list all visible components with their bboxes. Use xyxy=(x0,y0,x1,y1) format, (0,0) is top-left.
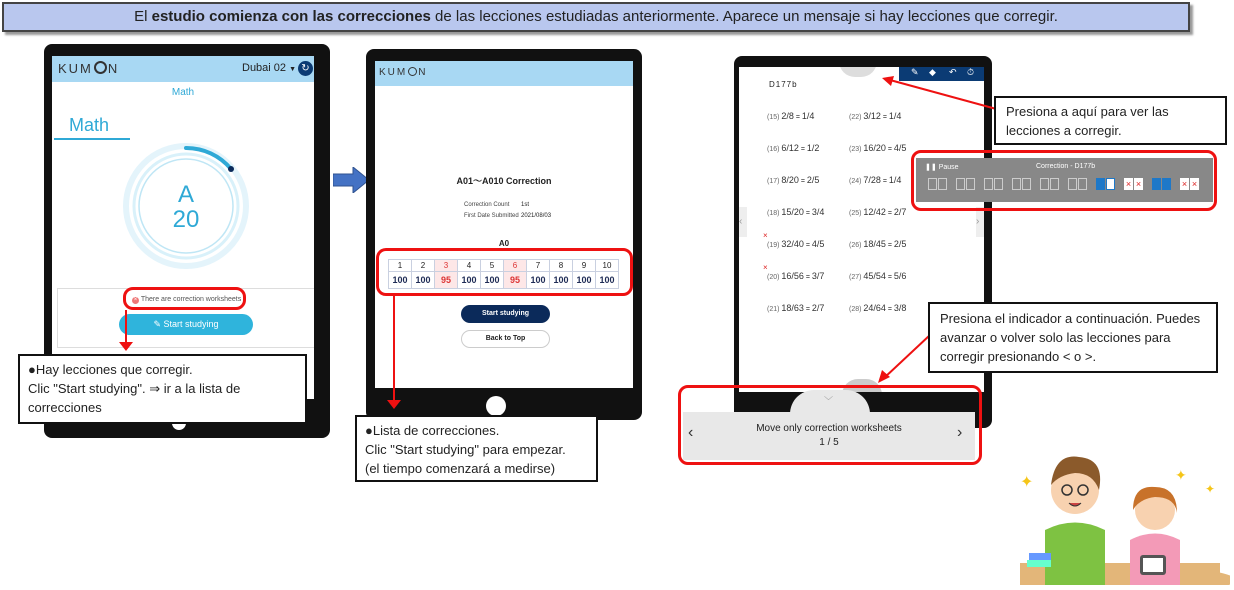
move-correction-label: Move only correction worksheets xyxy=(756,423,902,434)
fraction: 3/8 xyxy=(893,303,907,313)
score-header-cell: 4 xyxy=(458,260,481,272)
fraction: 45/54 xyxy=(863,271,886,281)
progress-cell[interactable] xyxy=(1162,178,1171,190)
score-value-cell[interactable]: 100 xyxy=(481,272,504,289)
fraction: 3/7 xyxy=(811,271,825,281)
fraction: 1/4 xyxy=(888,175,902,185)
progress-cell[interactable] xyxy=(1022,178,1031,190)
score-value-cell[interactable]: 100 xyxy=(573,272,596,289)
callout-list-line1: ●Lista de correcciones. xyxy=(365,423,500,438)
fraction: 2/8 xyxy=(781,111,794,121)
progress-cell[interactable] xyxy=(1152,178,1161,190)
problem-number: (26) xyxy=(849,242,862,249)
fraction: 3/4 xyxy=(811,207,825,217)
score-header-cell: 7 xyxy=(527,260,550,272)
problem-item[interactable]: (17) 8/20 = 2/5 xyxy=(767,175,820,185)
callout-home-line1: ●Hay lecciones que corregir. xyxy=(28,362,193,377)
fraction: 18/63 xyxy=(781,303,804,313)
wrong-cell-icon[interactable]: × xyxy=(1125,179,1132,189)
start-studying-button[interactable]: ✎ Start studying xyxy=(119,314,253,335)
pen-icon[interactable]: ✎ xyxy=(911,67,919,77)
problem-number: (27) xyxy=(849,274,862,281)
callout-list-line2: Clic "Start studying" para empezar. xyxy=(365,442,566,457)
home-button-2[interactable] xyxy=(486,396,506,416)
fraction: 7/28 xyxy=(863,175,881,185)
problem-item[interactable]: × (19) 32/40 = 4/5 xyxy=(763,231,825,249)
chevron-down-icon-2: ﹀ xyxy=(824,396,834,406)
problem-number: (16) xyxy=(767,146,780,153)
score-value-cell[interactable]: 100 xyxy=(412,272,435,289)
problem-number: (23) xyxy=(849,146,862,153)
score-header-cell: 3 xyxy=(435,260,458,272)
chevron-down-icon: ▼ xyxy=(289,66,297,73)
progress-panel xyxy=(916,158,1213,202)
arrow-down-icon-2 xyxy=(387,400,401,409)
next-page-arrow-icon[interactable]: › xyxy=(976,207,984,237)
problem-item[interactable]: (26) 18/45 = 2/5 xyxy=(849,239,907,249)
class-selector[interactable]: Dubai 02 ▼ xyxy=(242,62,297,74)
fraction: 32/40 xyxy=(781,239,804,249)
progress-cell[interactable] xyxy=(994,178,1003,190)
problem-item[interactable]: (18) 15/20 = 3/4 xyxy=(767,207,825,217)
bottom-nav-tab[interactable] xyxy=(790,390,870,414)
fraction: 5/6 xyxy=(893,271,907,281)
problem-number: (24) xyxy=(849,178,862,185)
banner-bold: estudio comienza con las correcciones xyxy=(151,8,431,25)
fraction: 18/45 xyxy=(863,239,886,249)
students-illustration xyxy=(1015,435,1230,585)
svg-text:✦: ✦ xyxy=(1205,482,1216,496)
problem-item[interactable]: (25) 12/42 = 2/7 xyxy=(849,207,907,217)
timer-icon[interactable]: ⏱ xyxy=(967,67,975,77)
score-header-cell: 1 xyxy=(389,260,412,272)
progress-cell[interactable] xyxy=(1096,178,1105,190)
list-header xyxy=(375,61,633,86)
wrong-mark-icon: × xyxy=(763,263,768,272)
fraction: 1/4 xyxy=(888,111,902,121)
progress-cell[interactable] xyxy=(928,178,937,190)
problem-number: (21) xyxy=(767,306,780,313)
fraction: 1/4 xyxy=(801,111,815,121)
next-correction-button[interactable]: › xyxy=(957,424,963,441)
progress-cell[interactable] xyxy=(956,178,965,190)
callout-home-line2: Clic "Start studying". ⇒ ir a la lista de correcciones xyxy=(28,381,241,415)
prev-correction-button[interactable]: ‹ xyxy=(688,424,694,441)
wrong-cell-icon[interactable]: × xyxy=(1135,179,1142,189)
pencil-icon: ✎ xyxy=(153,319,161,329)
problem-item[interactable]: (21) 18/63 = 2/7 xyxy=(767,303,825,313)
kumon-logo: KUM N xyxy=(58,61,120,76)
list-start-studying-button[interactable]: Start studying xyxy=(461,305,550,323)
wrong-cell-icon[interactable]: × xyxy=(1191,179,1198,189)
fraction: 24/64 xyxy=(863,303,886,313)
highlight-score-table xyxy=(376,248,633,296)
problem-item[interactable]: (27) 45/54 = 5/6 xyxy=(849,271,907,281)
problem-number: (18) xyxy=(767,210,780,217)
fraction: 16/56 xyxy=(781,271,804,281)
problem-number: (20) xyxy=(767,274,780,281)
pause-icon: ❚❚ xyxy=(925,164,937,171)
fraction: 2/5 xyxy=(893,239,907,249)
score-value-cell[interactable]: 95 xyxy=(504,272,527,289)
progress-ring xyxy=(121,141,251,271)
score-header-cell: 8 xyxy=(550,260,573,272)
prev-page-arrow-icon[interactable]: ‹ xyxy=(739,207,747,237)
fraction: 4/5 xyxy=(811,239,825,249)
fraction: 4/5 xyxy=(893,143,907,153)
pause-control[interactable]: ❚❚ Pause xyxy=(925,164,959,171)
back-to-top-button[interactable]: Back to Top xyxy=(461,330,550,348)
score-header-cell: 9 xyxy=(573,260,596,272)
problem-item[interactable]: (28) 24/64 = 3/8 xyxy=(849,303,907,313)
page-counter: 1 / 5 xyxy=(819,437,839,448)
progress-cell[interactable] xyxy=(1050,178,1059,190)
date-label: First Date Submitted xyxy=(464,213,519,219)
undo-icon[interactable]: ↶ xyxy=(949,67,957,77)
progress-cell[interactable] xyxy=(1012,178,1021,190)
problem-item[interactable]: × (20) 16/56 = 3/7 xyxy=(763,263,825,281)
score-header-cell: 5 xyxy=(481,260,504,272)
connector-arrow-3 xyxy=(870,70,1010,120)
correction-title: A01～A010 Correction xyxy=(456,176,552,186)
fraction: 3/12 xyxy=(863,111,881,121)
subject-tab[interactable]: Math xyxy=(54,114,130,140)
callout-indicator: Presiona el indicador a continuación. Puedes avanzar o volver solo las lecciones para corregir presionando < o >. xyxy=(928,302,1218,373)
progress-cell[interactable] xyxy=(938,178,947,190)
problem-number: (28) xyxy=(849,306,862,313)
fraction: 16/20 xyxy=(863,143,886,153)
problem-item[interactable]: (16) 6/12 = 1/2 xyxy=(767,143,820,153)
problem-item[interactable]: (15) 2/8 = 1/4 xyxy=(767,111,815,121)
score-value-cell[interactable]: 100 xyxy=(389,272,412,289)
score-header-cell: 2 xyxy=(412,260,435,272)
score-value-cell[interactable]: 100 xyxy=(527,272,550,289)
correction-count-value: 1st xyxy=(521,202,530,208)
correction-count-label: Correction Count xyxy=(464,202,510,208)
problem-number: (17) xyxy=(767,178,780,185)
problem-number: (19) xyxy=(767,242,780,249)
highlight-notice xyxy=(123,287,246,310)
callout-list xyxy=(355,415,598,482)
wrong-mark-icon: × xyxy=(763,231,768,240)
progress-cell[interactable] xyxy=(966,178,975,190)
fraction: 2/7 xyxy=(811,303,825,313)
bottom-nav-bar xyxy=(683,412,975,460)
fraction: 15/20 xyxy=(781,207,804,217)
banner-suffix: de las lecciones estudiadas anteriormente. Aparece un mensaje si hay lecciones que corregir. xyxy=(430,8,1058,25)
score-value-cell[interactable]: 100 xyxy=(550,272,573,289)
correction-notice: × There are correction worksheets xyxy=(133,296,242,303)
correction-list-screen xyxy=(375,61,633,388)
next-arrow-icon xyxy=(333,167,369,193)
score-header-cell: 10 xyxy=(596,260,619,272)
svg-text:✦: ✦ xyxy=(1175,467,1187,483)
progress-cell[interactable] xyxy=(1068,178,1077,190)
subject-small-label: Math xyxy=(171,87,195,98)
problem-number: (25) xyxy=(849,210,862,217)
arrow-down-icon xyxy=(119,342,133,351)
problem-item[interactable]: (24) 7/28 = 1/4 xyxy=(849,175,902,185)
error-icon: × xyxy=(133,297,138,303)
score-value-cell[interactable]: 100 xyxy=(596,272,619,289)
banner-prefix: El xyxy=(134,8,152,25)
eraser-icon[interactable]: ◆ xyxy=(929,67,936,77)
problem-number: (22) xyxy=(849,114,862,121)
kumon-logo-2: KUM N xyxy=(379,67,428,78)
tablet-home-screen xyxy=(52,56,314,399)
connector-line-2 xyxy=(393,296,395,405)
callout-home xyxy=(18,354,307,424)
progress-cell[interactable] xyxy=(1078,178,1087,190)
score-value-cell[interactable]: 95 xyxy=(435,272,458,289)
progress-cell[interactable] xyxy=(1040,178,1049,190)
callout-list-line3: (el tiempo comenzará a medirse) xyxy=(365,461,556,476)
instruction-banner xyxy=(2,2,1190,32)
tablet-correction-list xyxy=(366,49,642,420)
set-label: A0 xyxy=(498,239,510,248)
progress-cells xyxy=(928,178,1213,192)
progress-cell[interactable] xyxy=(1106,178,1115,190)
fraction: 6/12 xyxy=(781,143,799,153)
score-value-cell[interactable]: 100 xyxy=(458,272,481,289)
worksheet-code: D177b xyxy=(769,80,798,89)
callout-handle: Presiona a aquí para ver las lecciones a corregir. xyxy=(994,96,1227,145)
home-header xyxy=(52,56,314,82)
problem-item[interactable]: (23) 16/20 = 4/5 xyxy=(849,143,907,153)
level-letter: A xyxy=(177,181,194,208)
date-value: 2021/08/03 xyxy=(521,213,552,219)
progress-cell[interactable] xyxy=(984,178,993,190)
problem-number: (15) xyxy=(767,114,780,121)
svg-text:✦: ✦ xyxy=(1020,474,1034,491)
fraction: 2/7 xyxy=(893,207,907,217)
fraction: 8/20 xyxy=(781,175,799,185)
problem-item[interactable]: (22) 3/12 = 1/4 xyxy=(849,111,902,121)
level-number: 20 xyxy=(172,206,200,233)
score-header-cell: 6 xyxy=(504,260,527,272)
fraction: 12/42 xyxy=(863,207,886,217)
refresh-icon[interactable]: ↻ xyxy=(298,61,313,76)
progress-title: Correction - D177b xyxy=(1036,163,1096,170)
wrong-cell-icon[interactable]: × xyxy=(1181,179,1188,189)
fraction: 1/2 xyxy=(806,143,820,153)
fraction: 2/5 xyxy=(806,175,820,185)
